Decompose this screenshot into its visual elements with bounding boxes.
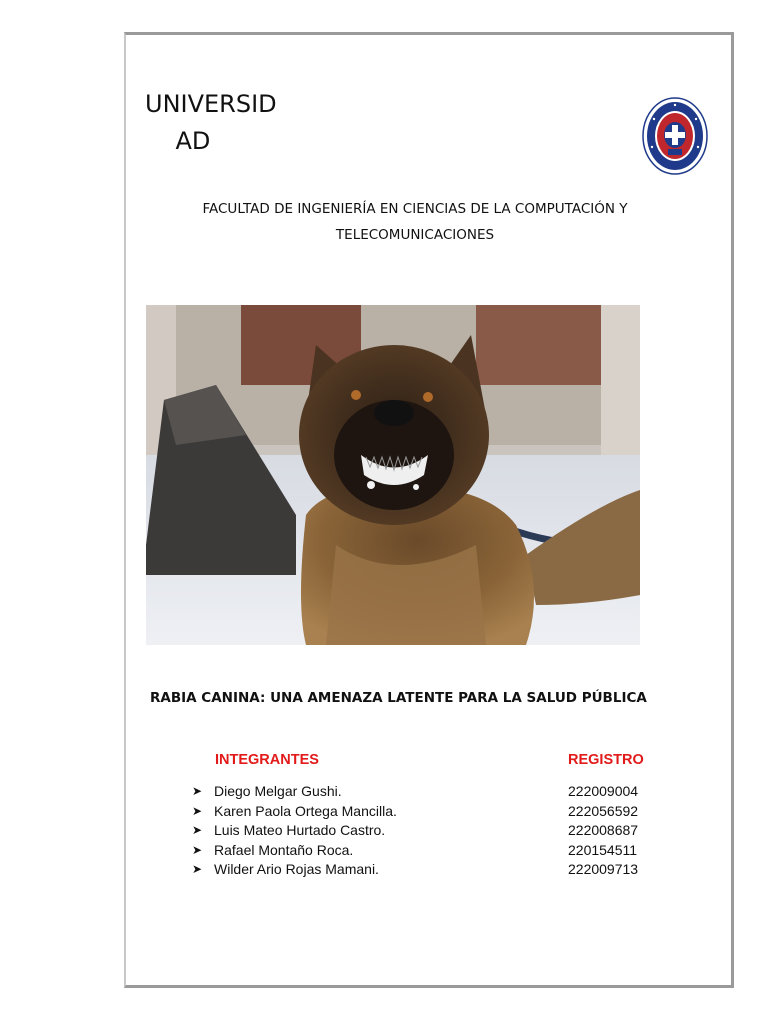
arrow-bullet-icon: ➤ (192, 803, 203, 818)
members-column-header: INTEGRANTES (215, 752, 319, 768)
list-item (192, 860, 652, 880)
faculty-name (160, 196, 670, 248)
arrow-bullet-icon: ➤ (192, 823, 203, 837)
arrow-bullet-icon: ➤ (192, 784, 203, 798)
cover-photo (146, 305, 640, 645)
list-item (192, 802, 652, 822)
list-item (192, 821, 652, 841)
list-item (192, 841, 652, 861)
document-title: RABIA CANINA: UNA AMENAZA LATENTE PARA LA SALUD PÚBLICA (150, 690, 647, 706)
member-name: Luis Mateo Hurtado Castro. (214, 822, 386, 838)
member-registro: 222009713 (568, 861, 639, 877)
faculty-line-1: FACULTAD DE INGENIERÍA EN CIENCIAS DE LA COMPUTACIÓN Y (202, 201, 628, 217)
arrow-bullet-icon: ➤ (192, 842, 203, 857)
member-registro: 222056592 (568, 802, 639, 819)
member-registro: 222008687 (568, 822, 639, 838)
registry-column-header: REGISTRO (568, 752, 644, 768)
member-name: Wilder Ario Rojas Mamani. (214, 861, 379, 877)
member-name: Diego Melgar Gushi. (214, 783, 342, 799)
member-name: Karen Paola Ortega Mancilla. (214, 802, 397, 819)
member-registro: 220154511 (568, 841, 638, 858)
member-registro: 222009004 (568, 783, 639, 799)
list-item (192, 782, 652, 802)
members-list (192, 782, 652, 880)
faculty-line-2: TELECOMUNICACIONES (335, 227, 495, 243)
university-name: UNIVERSID AD (145, 90, 277, 155)
member-name: Rafael Montaño Roca. (214, 841, 354, 858)
arrow-bullet-icon: ➤ (192, 862, 203, 876)
university-seal-icon (642, 97, 708, 175)
